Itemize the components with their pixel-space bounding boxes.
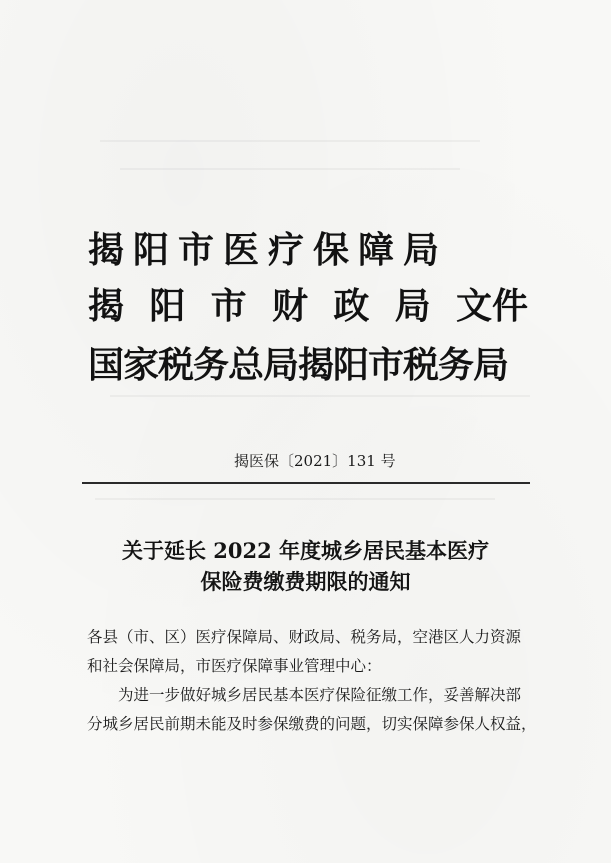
issuer-char: 财 [271,285,308,327]
header-divider [82,482,530,484]
document-title-line-2: 保险费缴费期限的通知 [200,569,411,594]
document-title-line-1: 关于延长 2022 年度城乡居民基本医疗 [121,538,490,563]
issuer-char: 政 [333,285,370,327]
document-label: 文件 [455,285,528,327]
issuer-line-finance-bureau [88,284,528,328]
issuer-char: 市 [210,285,247,327]
issuer-line-medical-security-bureau: 揭阳市医疗保障局 [88,229,449,271]
issuer-char: 阳 [149,285,186,327]
issuer-char: 局 [394,285,431,327]
body-line-1: 各县（市、区）医疗保障局、财政局、税务局，空港区人力资源 [87,628,522,646]
bleed-through-mark [110,395,530,397]
issuer-char: 揭 [88,285,125,327]
bleed-through-mark [95,498,495,500]
body-line-4: 分城乡居民前期未能及时参保缴费的问题，切实保障参保人权益， [87,715,537,733]
document-number: 揭医保〔2021〕131 号 [234,452,396,470]
bleed-through-mark [120,168,460,170]
body-line-3: 为进一步做好城乡居民基本医疗保险征缴工作，妥善解决部 [118,686,522,704]
body-line-2: 和社会保障局，市医疗保障事业管理中心： [87,657,382,675]
issuer-line-tax-bureau: 国家税务总局揭阳市税务局 [88,344,509,386]
bleed-through-mark [100,140,480,142]
